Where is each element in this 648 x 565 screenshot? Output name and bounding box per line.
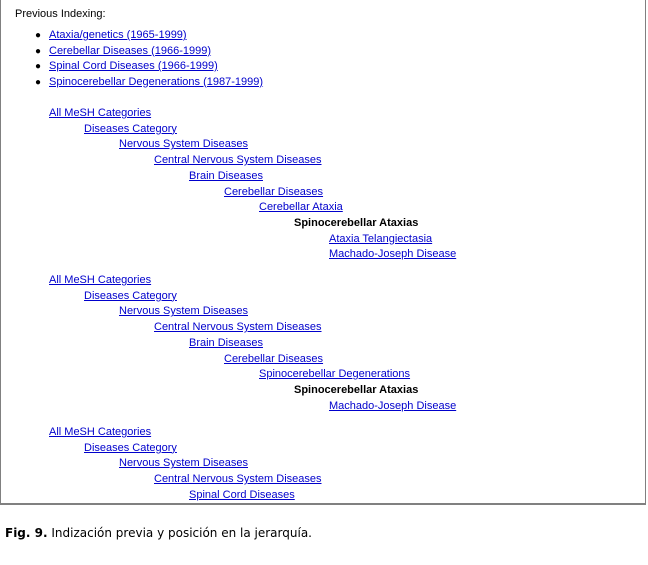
tree-node-link[interactable]: All MeSH Categories: [49, 107, 152, 119]
bullet-icon: ●: [35, 76, 42, 88]
tree-node-link[interactable]: Diseases Category: [84, 441, 177, 454]
tree-node-link[interactable]: Nervous System Diseases: [119, 138, 248, 151]
bullet-icon: ●: [35, 30, 42, 41]
tree-node-link[interactable]: Brain Diseases: [189, 336, 263, 349]
bullet-icon: ●: [35, 45, 42, 57]
tree-node-link[interactable]: Diseases Category: [84, 122, 177, 135]
list-item: [35, 75, 264, 91]
tree-node-link[interactable]: Central Nervous System Diseases: [154, 321, 322, 334]
figure-number: Fig. 9.: [5, 526, 48, 540]
tree-node-link[interactable]: Central Nervous System Diseases: [154, 473, 322, 486]
tree-node-link[interactable]: Spinocerebellar Degenerations: [259, 368, 411, 381]
previous-indexing-link[interactable]: Ataxia/genetics (1965-1999): [49, 29, 187, 41]
tree-node-link[interactable]: All MeSH Categories: [49, 274, 152, 286]
tree-node-link[interactable]: Brain Diseases: [189, 169, 263, 182]
previous-indexing-link[interactable]: Spinal Cord Diseases (1966-1999): [49, 60, 218, 72]
list-item: [35, 44, 263, 60]
tree-node-link[interactable]: Machado-Joseph Disease: [329, 248, 457, 261]
previous-indexing-heading: Previous Indexing:: [15, 8, 106, 20]
tree-node-link[interactable]: All MeSH Categories: [49, 426, 152, 438]
tree-node-link[interactable]: Nervous System Diseases: [119, 305, 248, 318]
list-item: [35, 28, 263, 44]
previous-indexing-link[interactable]: Spinocerebellar Degenerations (1987-1999): [49, 75, 264, 88]
tree-node-link[interactable]: Diseases Category: [84, 289, 177, 302]
tree-node-current: Spinocerebellar Ataxias: [294, 216, 419, 229]
tree-node-link[interactable]: Cerebellar Diseases: [224, 185, 324, 198]
tree-node-link[interactable]: Cerebellar Diseases: [224, 352, 324, 365]
tree-node-current: Spinocerebellar Ataxias: [294, 383, 419, 396]
list-item: [35, 59, 263, 75]
figure-caption-text: Indización previa y posición en la jerarquía.: [47, 526, 312, 540]
figure-caption: [5, 526, 312, 540]
tree-node-link[interactable]: Central Nervous System Diseases: [154, 154, 322, 167]
bullet-icon: ●: [35, 61, 42, 72]
tree-node-link[interactable]: Ataxia Telangiectasia: [329, 232, 433, 245]
previous-indexing-link[interactable]: Cerebellar Diseases (1966-1999): [49, 44, 212, 57]
tree-node-link[interactable]: Spinal Cord Diseases: [189, 488, 295, 501]
tree-node-link[interactable]: Nervous System Diseases: [119, 457, 248, 470]
previous-indexing-list: [21, 28, 263, 90]
tree-node-link[interactable]: Cerebellar Ataxia: [259, 201, 343, 214]
tree-node-link[interactable]: Machado-Joseph Disease: [329, 399, 457, 412]
